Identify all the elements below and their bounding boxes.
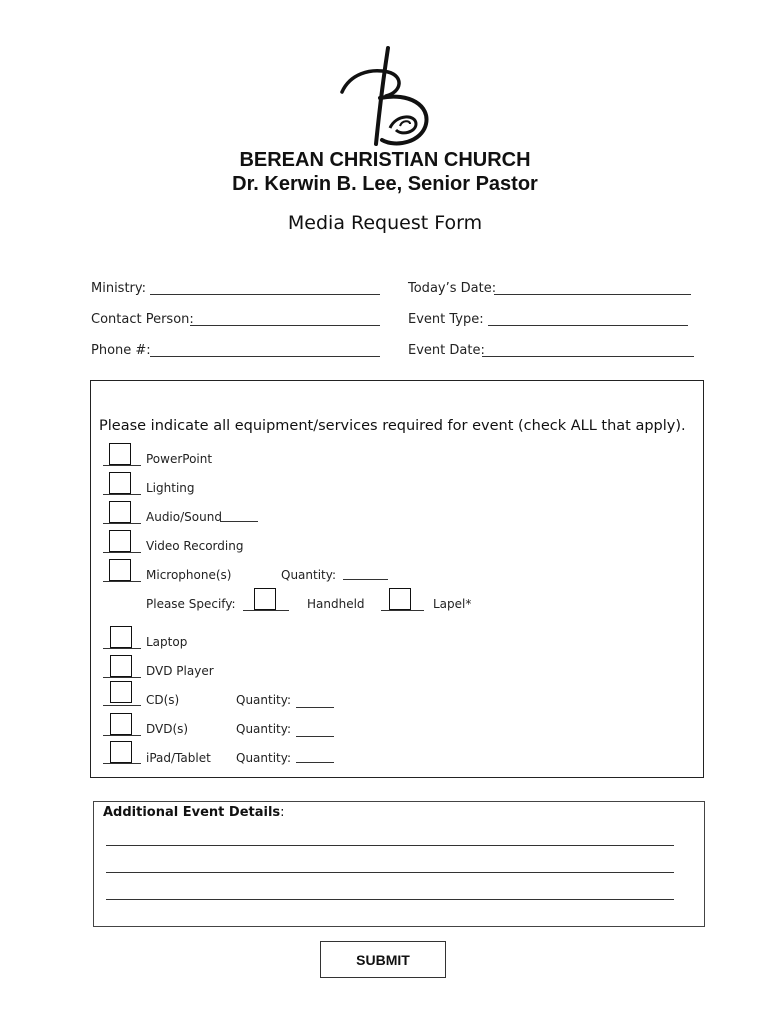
audio-sound-label: Audio/Sound xyxy=(146,510,222,524)
organization-header xyxy=(0,148,770,196)
video-recording-checkbox[interactable] xyxy=(109,530,131,552)
additional-details-title-colon: : xyxy=(280,805,285,820)
dvd-quantity-field[interactable] xyxy=(296,726,334,737)
event-date-label: Event Date: xyxy=(408,343,485,358)
checkbox-underline xyxy=(103,648,141,649)
ipad-tablet-label: iPad/Tablet xyxy=(146,751,211,765)
checkbox-underline xyxy=(103,581,141,582)
checkbox-underline xyxy=(381,610,424,611)
lapel-label: Lapel* xyxy=(433,597,472,611)
audio-sound-line xyxy=(220,511,258,522)
ipad-quantity-field[interactable] xyxy=(296,752,334,763)
phone-field[interactable] xyxy=(150,344,380,357)
cd-quantity-label: Quantity: xyxy=(236,693,292,707)
ministry-field[interactable] xyxy=(150,282,380,295)
audio-sound-checkbox[interactable] xyxy=(109,501,131,523)
dvd-quantity-label: Quantity: xyxy=(236,722,292,736)
laptop-checkbox[interactable] xyxy=(110,626,132,648)
equipment-heading: Please indicate all equipment/services required for event (check ALL that apply). xyxy=(99,418,686,434)
lighting-checkbox[interactable] xyxy=(109,472,131,494)
powerpoint-label: PowerPoint xyxy=(146,452,213,466)
microphone-quantity-field[interactable] xyxy=(343,569,388,580)
cds-checkbox[interactable] xyxy=(110,681,132,703)
todays-date-field[interactable] xyxy=(494,282,691,295)
cd-quantity-field[interactable] xyxy=(296,697,334,708)
microphones-label: Microphone(s) xyxy=(146,568,232,582)
cds-label: CD(s) xyxy=(146,693,180,707)
checkbox-underline xyxy=(103,705,141,706)
pastor-name: Dr. Kerwin B. Lee, Senior Pastor xyxy=(232,173,538,195)
lapel-checkbox[interactable] xyxy=(389,588,411,610)
phone-label: Phone #: xyxy=(91,343,151,358)
form-title: Media Request Form xyxy=(287,212,483,234)
contact-person-field[interactable] xyxy=(190,313,380,326)
ministry-label: Ministry: xyxy=(91,281,147,296)
details-line-3[interactable] xyxy=(106,899,674,900)
dvds-checkbox[interactable] xyxy=(110,713,132,735)
checkbox-underline xyxy=(103,735,141,736)
event-type-label: Event Type: xyxy=(408,312,484,327)
checkbox-underline xyxy=(103,494,141,495)
checkbox-underline xyxy=(103,552,141,553)
microphones-checkbox[interactable] xyxy=(109,559,131,581)
powerpoint-checkbox[interactable] xyxy=(109,443,131,465)
organization-name: BEREAN CHRISTIAN CHURCH xyxy=(239,149,531,171)
contact-person-label: Contact Person: xyxy=(91,312,194,327)
handheld-checkbox[interactable] xyxy=(254,588,276,610)
ipad-tablet-checkbox[interactable] xyxy=(110,741,132,763)
checkbox-underline xyxy=(243,610,289,611)
checkbox-underline xyxy=(103,763,141,764)
dvd-player-checkbox[interactable] xyxy=(110,655,132,677)
berean-b-logo-icon xyxy=(330,44,440,150)
additional-details-title-text: Additional Event Details xyxy=(103,805,281,820)
details-line-1[interactable] xyxy=(106,845,674,846)
checkbox-underline xyxy=(103,523,141,524)
details-line-2[interactable] xyxy=(106,872,674,873)
submit-button[interactable]: SUBMIT xyxy=(320,941,446,978)
please-specify-label: Please Specify: xyxy=(146,597,236,611)
dvds-label: DVD(s) xyxy=(146,722,189,736)
ipad-quantity-label: Quantity: xyxy=(236,751,292,765)
event-type-field[interactable] xyxy=(488,313,688,326)
microphone-quantity-label: Quantity: xyxy=(281,568,337,582)
video-recording-label: Video Recording xyxy=(146,539,244,553)
event-date-field[interactable] xyxy=(482,344,694,357)
checkbox-underline xyxy=(103,465,141,466)
checkbox-underline xyxy=(103,677,141,678)
todays-date-label: Today’s Date: xyxy=(408,281,497,296)
dvd-player-label: DVD Player xyxy=(146,664,214,678)
additional-details-title xyxy=(103,805,285,820)
laptop-label: Laptop xyxy=(146,635,188,649)
lighting-label: Lighting xyxy=(146,481,195,495)
handheld-label: Handheld xyxy=(307,597,365,611)
